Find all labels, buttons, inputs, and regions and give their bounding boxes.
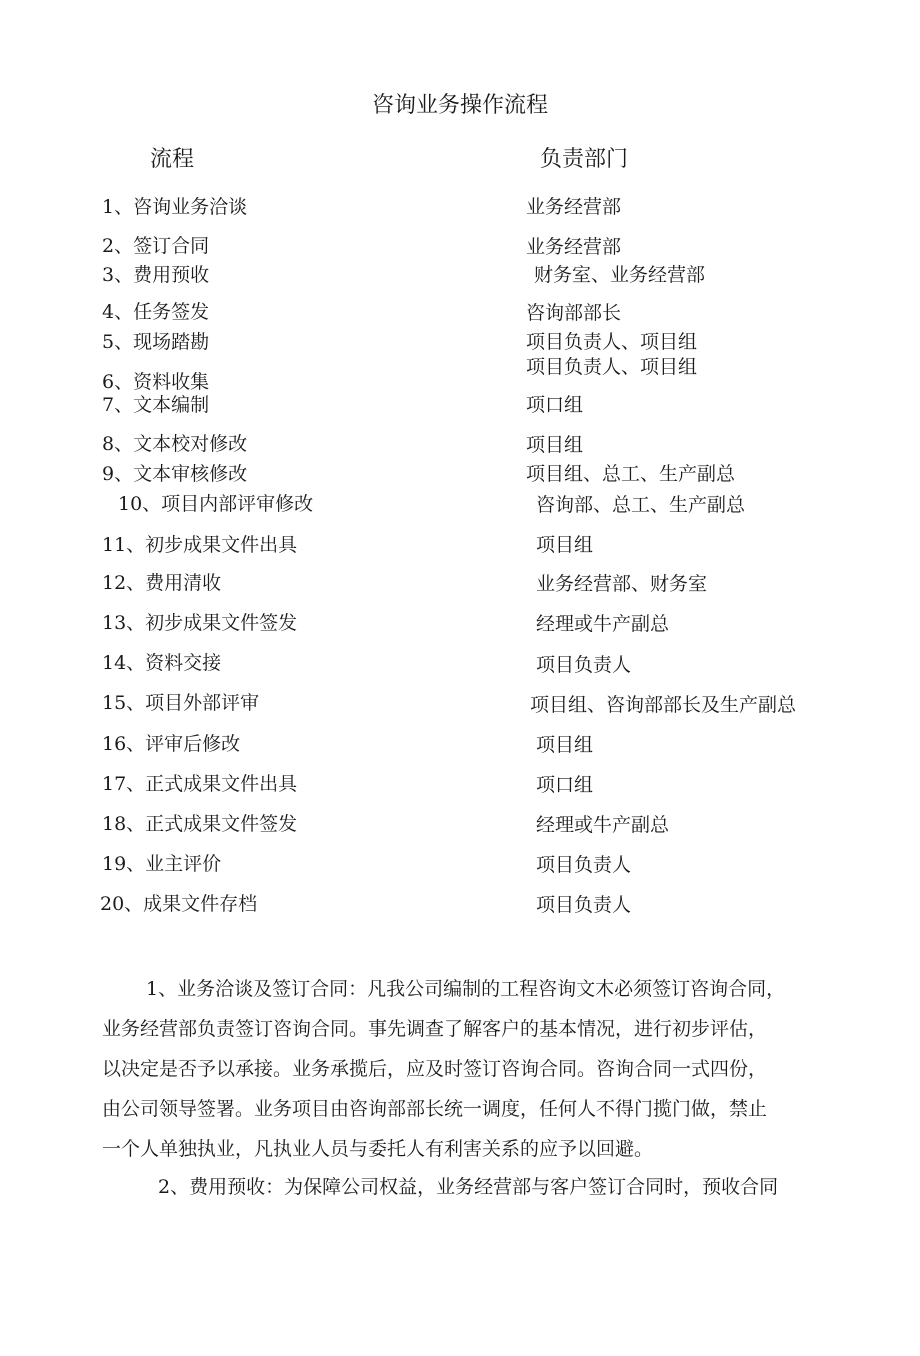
paragraph-line: 一个人单独执业，凡执业人员与委托人有利害关系的应予以回避。 bbox=[102, 1138, 654, 1160]
process-step: 6、资料收集 bbox=[102, 371, 210, 393]
page-title: 咨询业务操作流程 bbox=[371, 93, 548, 118]
process-step: 9、文本审核修改 bbox=[102, 463, 248, 485]
department: 项目组 bbox=[536, 734, 594, 756]
department: 项目负责人 bbox=[536, 854, 632, 876]
process-step: 10、项目内部评审修改 bbox=[118, 493, 314, 515]
department: 业务经营部、财务室 bbox=[536, 573, 708, 595]
department: 项目负责人 bbox=[536, 894, 632, 916]
department: 项口组 bbox=[536, 774, 594, 796]
process-step: 7、文本编制 bbox=[102, 394, 210, 416]
department: 项目负责人、项目组 bbox=[526, 331, 698, 353]
process-step: 8、文本校对修改 bbox=[102, 433, 248, 455]
process-step: 19、业主评价 bbox=[102, 853, 222, 875]
department: 经理或牛产副总 bbox=[536, 613, 670, 635]
process-step: 18、正式成果文件签发 bbox=[102, 813, 298, 835]
process-step: 20、成果文件存档 bbox=[100, 893, 258, 915]
department: 项口组 bbox=[526, 394, 584, 416]
process-step: 4、任务签发 bbox=[102, 301, 210, 323]
process-step: 17、正式成果文件出具 bbox=[102, 773, 298, 795]
process-step: 14、资料交接 bbox=[102, 652, 222, 674]
paragraph-line: 业务经营部负责签订咨询合同。事先调查了解客户的基本情况，进行初步评估， bbox=[102, 1018, 768, 1040]
process-step: 12、费用清收 bbox=[102, 572, 222, 594]
department: 经理或牛产副总 bbox=[536, 814, 670, 836]
department: 业务经营部 bbox=[526, 236, 622, 258]
department: 项目负责人 bbox=[536, 654, 632, 676]
paragraph-line: 1、业务洽谈及签订合同：凡我公司编制的工程咨询文木必须签订咨询合同， bbox=[146, 978, 786, 1000]
department: 咨询部部长 bbox=[526, 302, 622, 324]
process-step: 11、初步成果文件出具 bbox=[102, 534, 298, 556]
process-step: 5、现场踏勘 bbox=[102, 331, 210, 353]
paragraph-line: 由公司领导签署。业务项目由咨询部部长统一调度，任何人不得门揽门做，禁止 bbox=[102, 1098, 768, 1120]
process-step: 2、签订合同 bbox=[102, 235, 210, 257]
department: 项目组、咨询部部长及生产副总 bbox=[530, 694, 797, 716]
process-step: 1、咨询业务洽谈 bbox=[102, 196, 248, 218]
department: 项目组、总工、生产副总 bbox=[526, 463, 736, 485]
process-step: 15、项目外部评审 bbox=[102, 692, 260, 714]
process-step: 16、评审后修改 bbox=[102, 733, 241, 755]
header-process: 流程 bbox=[150, 147, 195, 172]
paragraph-line: 以决定是否予以承接。业务承揽后，应及时签订咨询合同。咨询合同一式四份， bbox=[102, 1058, 768, 1080]
department: 项目负责人、项目组 bbox=[526, 356, 698, 378]
department: 咨询部、总工、生产副总 bbox=[536, 494, 746, 516]
header-department: 负责部门 bbox=[540, 147, 629, 172]
process-step: 13、初步成果文件签发 bbox=[102, 612, 298, 634]
department: 项目组 bbox=[526, 434, 584, 456]
paragraph-line: 2、费用预收：为保障公司权益，业务经营部与客户签订合同时，预收合同 bbox=[158, 1176, 779, 1198]
department: 业务经营部 bbox=[526, 196, 622, 218]
department: 项目组 bbox=[536, 534, 594, 556]
department: 财务室、业务经营部 bbox=[534, 264, 706, 286]
process-step: 3、费用预收 bbox=[102, 264, 210, 286]
